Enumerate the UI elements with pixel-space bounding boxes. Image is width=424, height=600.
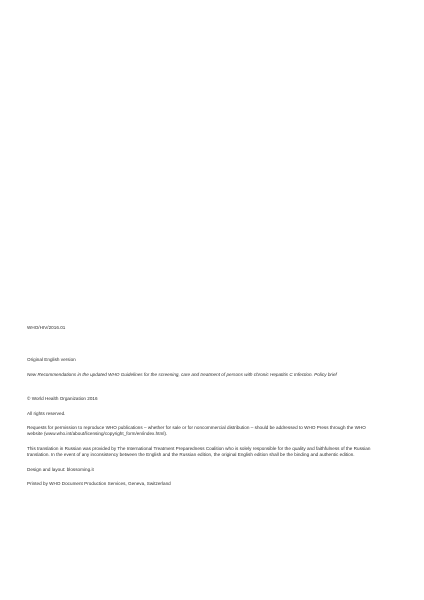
original-version-label: Original English version	[27, 357, 76, 363]
rights-statement: All rights reserved.	[27, 410, 66, 416]
document-id: WHO/HIV/2016.01	[27, 325, 66, 330]
permissions-statement: Requests for permission to reproduce WHO publications – whether for sale or for noncommercial distribution – should be addressed to WHO Press through the WHO website (www.who.int/about/licensing/copyright_form/en/index.html).	[27, 425, 366, 437]
printer-credit: Printed by WHO Document Production Services, Geneva, Switzerland	[27, 481, 171, 487]
design-credit: Design and layout: blossoming.it	[27, 466, 94, 472]
translation-note: This translation in Russian was provided by The International Treatment Preparedness Coalition who is solely responsible for the quality and faithfulness of the Russian translation. In the event of any inconsistency between the English and the Russian edition, the original English edition shall be the binding and authentic edition.	[27, 445, 371, 458]
imprint-block	[27, 325, 372, 487]
publication-title: New Recommendations in the updated WHO Guidelines for the screening, care and treatment of persons with chronic Hepatitis C Infection. Policy brief	[27, 371, 337, 377]
copyright-notice: © World Health Organization 2016	[27, 396, 98, 402]
